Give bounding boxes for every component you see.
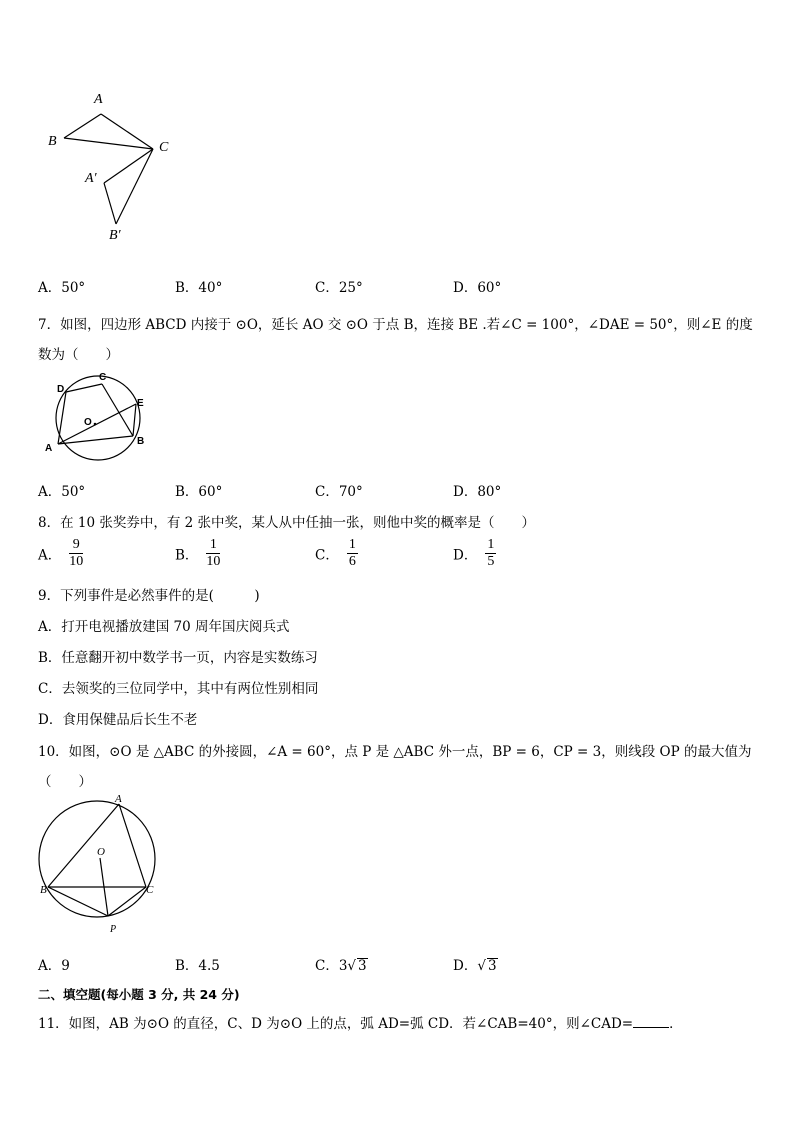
q9-option-c[interactable]: C．去领奖的三位同学中，其中有两位性别相同 bbox=[38, 681, 319, 697]
q6-figure bbox=[40, 88, 190, 248]
q6-option-b[interactable]: B．40° bbox=[175, 280, 223, 296]
q10-option-d-radicand: 3 bbox=[487, 958, 497, 974]
q7-label-O: O bbox=[84, 417, 92, 428]
q6-option-d[interactable]: D．60° bbox=[453, 280, 502, 296]
q6-segment-A1B1 bbox=[104, 183, 116, 224]
q8-option-c[interactable] bbox=[315, 537, 358, 570]
q8-option-c-fraction bbox=[347, 537, 358, 570]
q8-option-a-denominator: 10 bbox=[69, 554, 84, 569]
q11-stem-text: 11．如图，AB 为⊙O 的直径，C、D 为⊙O 上的点，弧 AD=弧 CD．若∠CAB=40°，则∠CAD= bbox=[38, 1016, 634, 1032]
q8-option-b[interactable] bbox=[175, 537, 220, 570]
q8-option-c-denominator: 6 bbox=[348, 554, 356, 569]
q10-option-d-root-symbol: √ bbox=[477, 958, 486, 974]
q10-label-O: O bbox=[97, 846, 105, 858]
q7-label-D: D bbox=[57, 384, 65, 395]
q8-option-c-numerator: 1 bbox=[348, 537, 356, 552]
q7-segment-AE bbox=[58, 404, 136, 444]
q10-figure bbox=[36, 794, 166, 934]
q6-label-B: B bbox=[48, 134, 57, 149]
q8-option-a-fraction bbox=[69, 537, 83, 570]
q10-option-b[interactable]: B．4.5 bbox=[175, 958, 220, 974]
q10-segment-CP bbox=[108, 887, 146, 916]
q8-option-a-numerator: 9 bbox=[69, 537, 83, 554]
q6-segment-CA1 bbox=[104, 149, 153, 183]
q7-circle bbox=[56, 376, 140, 460]
q7-segment-CB bbox=[102, 384, 133, 436]
q7-label-B: B bbox=[137, 436, 145, 447]
q7-label-C: C bbox=[99, 372, 107, 383]
q10-stem-line2: （ ） bbox=[38, 774, 92, 790]
q6-segment-CB1 bbox=[116, 149, 153, 224]
q8-option-a[interactable] bbox=[38, 537, 83, 570]
q7-segment-EB bbox=[133, 404, 136, 436]
q8-option-b-denominator: 10 bbox=[206, 554, 221, 569]
q10-label-P: P bbox=[110, 924, 117, 935]
q10-option-c-root-symbol: √ bbox=[347, 958, 357, 974]
q10-option-c-radicand: 3 bbox=[358, 958, 367, 974]
section-2-heading: 二、填空题(每小题 3 分, 共 24 分) bbox=[38, 987, 240, 1002]
q7-stem-line1: 7．如图，四边形 ABCD 内接于 ⊙O，延长 AO 交 ⊙O 于点 B，连接 BE .若∠C = 100°，∠DAE = 50°，则∠E 的度 bbox=[38, 317, 753, 333]
q10-option-d-prefix: D． bbox=[453, 958, 478, 974]
q8-option-b-fraction bbox=[206, 537, 220, 570]
q10-label-B: B bbox=[40, 884, 47, 896]
q7-segment-AB bbox=[58, 436, 133, 444]
q8-option-d[interactable] bbox=[453, 537, 496, 570]
q6-segment-AB bbox=[64, 114, 101, 138]
q8-option-d-numerator: 1 bbox=[487, 537, 495, 552]
q8-option-d-denominator: 5 bbox=[487, 554, 495, 569]
q10-option-c[interactable] bbox=[315, 954, 368, 974]
q7-segment-AD bbox=[58, 392, 66, 444]
q11-stem bbox=[38, 1012, 683, 1032]
q10-label-C: C bbox=[146, 884, 154, 896]
q10-segment-AC bbox=[119, 804, 146, 887]
q9-option-b[interactable]: B．任意翻开初中数学书一页，内容是实数练习 bbox=[38, 650, 318, 666]
q6-label-B-prime: B′ bbox=[109, 228, 121, 243]
q8-option-b-label: B． bbox=[175, 547, 199, 564]
q6-label-A-prime: A′ bbox=[85, 171, 97, 186]
q8-option-c-label: C． bbox=[315, 547, 339, 564]
q6-option-c[interactable]: C．25° bbox=[315, 280, 363, 296]
q9-option-d[interactable]: D．食用保健品后长生不老 bbox=[38, 712, 198, 728]
q10-stem-line1: 10．如图，⊙O 是 △ABC 的外接圆，∠A = 60°，点 P 是 △ABC 外一点，BP = 6，CP = 3，则线段 OP 的最大值为 bbox=[38, 744, 752, 760]
q10-label-A: A bbox=[115, 793, 122, 805]
q10-option-c-prefix: C．3 bbox=[315, 958, 348, 974]
q7-stem-line2: 数为（ ） bbox=[38, 347, 119, 363]
q8-stem: 8．在 10 张奖券中，有 2 张中奖，某人从中任抽一张，则他中奖的概率是（ ） bbox=[38, 515, 536, 531]
q9-stem: 9．下列事件是必然事件的是( ) bbox=[38, 588, 260, 604]
q6-label-A: A bbox=[94, 92, 103, 107]
q7-option-a[interactable]: A．50° bbox=[38, 484, 86, 500]
q11-answer-blank[interactable] bbox=[633, 1015, 669, 1028]
q9-option-a[interactable]: A．打开电视播放建国 70 周年国庆阅兵式 bbox=[38, 619, 290, 635]
q7-label-E: E bbox=[137, 398, 144, 409]
q7-center-dot bbox=[94, 423, 97, 426]
q7-label-A: A bbox=[45, 443, 53, 454]
q8-option-b-numerator: 1 bbox=[206, 537, 220, 554]
q6-label-C: C bbox=[159, 140, 169, 155]
q8-option-d-label: D． bbox=[453, 547, 478, 564]
q10-option-a[interactable]: A．9 bbox=[38, 958, 70, 974]
q10-circle bbox=[39, 801, 155, 917]
q7-option-b[interactable]: B．60° bbox=[175, 484, 223, 500]
q8-option-d-fraction bbox=[485, 537, 496, 570]
q8-option-a-label: A． bbox=[38, 547, 62, 564]
q7-option-c[interactable]: C．70° bbox=[315, 484, 363, 500]
q10-segment-AB bbox=[48, 804, 119, 887]
q7-option-d[interactable]: D．80° bbox=[453, 484, 502, 500]
q6-option-a[interactable]: A．50° bbox=[38, 280, 86, 296]
q10-option-d[interactable] bbox=[453, 954, 498, 974]
q11-stem-end: ． bbox=[669, 1016, 683, 1032]
